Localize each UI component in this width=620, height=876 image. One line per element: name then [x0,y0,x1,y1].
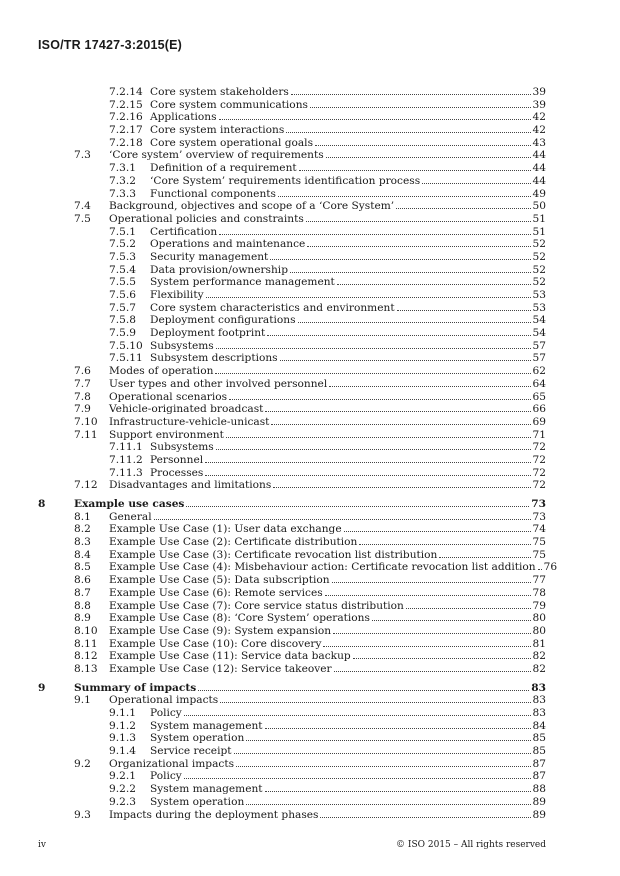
toc-entry-number: 7.2.17 [109,124,143,137]
toc-entry-number: 7.5.4 [109,263,136,276]
toc-entry-title: User types and other involved personnel [109,377,328,390]
toc-entry-page: 66 [532,403,546,416]
toc-entry[interactable] [38,200,546,213]
toc-entry-title: Example Use Case (2): Certificate distribution [109,536,358,549]
toc-entry[interactable] [38,561,558,574]
toc-entry[interactable] [38,498,546,511]
toc-entry-number: 7.3.3 [109,187,136,200]
toc-entry-number: 8.1 [74,510,91,523]
toc-entry-number: 7.4 [74,200,91,213]
toc-entry-page: 82 [532,650,546,663]
toc-entry-title: System operation [150,795,245,808]
toc-entry-number: 8.13 [74,662,98,675]
toc-entry-page: 82 [532,662,546,675]
toc-entry[interactable] [38,226,546,239]
toc-entry-number: 7.5 [74,212,91,225]
toc-entry-page: 57 [532,352,546,365]
toc-dot-leader [422,175,530,184]
toc-entry-page: 80 [532,612,546,625]
document-id: ISO/TR 17427-3:2015(E) [38,38,183,52]
toc-dot-leader [198,682,529,691]
toc-entry[interactable] [38,149,546,162]
toc-entry-number: 9.1.4 [109,745,136,758]
toc-entry-title: Core system stakeholders [150,86,289,98]
toc-dot-leader [359,536,530,545]
toc-dot-leader [265,403,530,412]
toc-entry-number: 7.6 [74,365,91,378]
toc-dot-leader [186,498,529,507]
toc-entry-title: Deployment footprint [150,327,266,340]
toc-dot-leader [229,391,530,400]
toc-entry[interactable] [38,467,546,480]
toc-entry[interactable] [38,454,546,467]
toc-dot-leader [315,137,531,146]
toc-entry-title: Example Use Case (1): User data exchange [109,523,342,536]
toc-dot-leader [267,327,530,336]
toc-dot-leader [216,441,531,450]
toc-entry-title: Impacts during the deployment phases [109,808,319,821]
toc-entry-page: 49 [532,187,546,200]
toc-dot-leader [154,511,531,520]
toc-entry[interactable] [38,549,546,562]
toc-entry-number: 7.9 [74,403,91,416]
toc-dot-leader [219,226,530,235]
toc-dot-leader [310,99,531,108]
toc-entry-page: 72 [532,466,546,479]
page-number: iv [38,840,46,850]
toc-entry-title: Example use cases [74,498,185,510]
toc-entry-title: Example Use Case (11): Service data backup [109,650,351,663]
toc-entry-number: 7.5.9 [109,327,136,340]
toc-entry-title: Example Use Case (10): Core discovery [109,637,322,650]
toc-entry-page: 88 [532,783,546,796]
toc-entry-number: 7.3.2 [109,174,136,187]
toc-entry-page: 71 [532,428,546,441]
toc-entry-number: 7.5.5 [109,276,136,289]
toc-entry[interactable] [38,523,546,536]
toc-entry-title: System operation [150,732,245,745]
toc-entry[interactable] [38,238,546,251]
toc-entry[interactable] [38,682,546,695]
toc-entry-page: 76 [543,561,558,574]
toc-entry-title: Example Use Case (9): System expansion [109,624,332,637]
toc-entry[interactable] [38,441,546,454]
toc-entry-page: 64 [532,377,546,390]
toc-entry-title: Summary of impacts [74,681,197,694]
toc-entry-title: Example Use Case (4): Misbehaviour action: Certificate revocation list addition [109,561,536,574]
toc-entry-number: 8.7 [74,586,91,599]
toc-entry-number: 7.5.6 [109,289,136,301]
toc-entry-title: Subsystem descriptions [150,352,278,365]
toc-entry-page: 75 [532,548,546,561]
toc-entry-page: 77 [532,574,546,587]
toc-entry-page: 53 [532,289,546,301]
toc-entry[interactable] [38,188,546,201]
toc-entry[interactable] [38,352,546,365]
toc-entry-number: 8.11 [74,637,98,650]
toc-entry-page: 78 [532,586,546,599]
toc-entry-title: Operations and maintenance [150,238,306,251]
toc-dot-leader [271,416,530,425]
toc-dot-leader [220,694,530,703]
toc-entry-page: 75 [532,536,546,549]
toc-dot-leader [344,523,531,532]
toc-entry-number: 7.5.8 [109,314,136,327]
toc-dot-leader [326,149,531,158]
toc-entry-number: 7.2.18 [109,136,143,149]
toc-entry-number: 9.2.3 [109,795,136,808]
toc-entry-title: Example Use Case (3): Certificate revocation list distribution [109,548,438,561]
toc-entry-title: Applications [150,111,217,124]
toc-entry[interactable] [38,403,546,416]
toc-entry-page: 42 [532,124,546,137]
toc-entry[interactable] [38,276,546,289]
toc-entry-title: Functional components [150,187,276,200]
toc-entry-title: Core system communications [150,98,308,111]
toc-entry[interactable] [38,314,546,327]
toc-dot-leader [332,574,531,583]
toc-entry[interactable] [38,732,546,745]
toc-entry-title: Deployment configurations [150,314,296,327]
toc-dot-leader [234,745,531,754]
toc-entry-title: Core system characteristics and environment [150,301,395,314]
toc-entry-number: 8.6 [74,574,91,587]
toc-dot-leader [372,612,531,621]
toc-entry-title: Operational policies and constraints [109,212,304,225]
toc-entry-title: Flexibility [150,289,204,301]
toc-entry-page: 81 [532,637,546,650]
toc-dot-leader [396,200,530,209]
toc-entry-page: 87 [532,770,546,783]
toc-dot-leader [306,213,531,222]
toc-entry-number: 7.12 [74,479,98,492]
toc-entry-page: 74 [532,523,546,536]
toc-entry[interactable] [38,391,546,404]
toc-entry-number: 8.3 [74,536,91,549]
toc-entry-number: 7.3 [74,149,91,162]
toc-entry[interactable] [38,124,546,137]
toc-entry[interactable] [38,783,546,796]
toc-entry-title: Infrastructure-vehicle-unicast [109,415,270,428]
toc-entry-title: Core system operational goals [150,136,314,149]
toc-dot-leader [206,289,531,298]
toc-entry-page: 52 [532,276,546,289]
toc-entry-number: 9.2 [74,757,91,770]
toc-entry-title: Vehicle-originated broadcast [109,403,264,416]
toc-entry-page: 43 [532,136,546,149]
toc-dot-leader [278,188,531,197]
toc-entry-title: System management [150,719,263,732]
toc-dot-leader [270,251,530,260]
toc-entry-page: 72 [532,479,546,492]
toc-entry-title: Core system interactions [150,124,285,137]
toc-dot-leader [236,758,530,767]
toc-entry-title: Example Use Case (6): Remote services [109,586,323,599]
toc-dot-leader [290,264,531,273]
toc-entry[interactable] [38,694,546,707]
toc-entry-page: 84 [532,719,546,732]
toc-entry-number: 7.11.2 [109,453,143,466]
toc-entry-number: 8.5 [74,561,91,574]
toc-entry-page: 44 [532,149,546,162]
toc-entry-number: 9.1.2 [109,719,136,732]
toc-entry-number: 9 [38,681,46,694]
toc-dot-leader [538,561,542,570]
toc-entry-title: Example Use Case (12): Service takeover [109,662,332,675]
toc-entry-title: Personnel [150,453,204,466]
toc-dot-leader [397,302,531,311]
toc-entry-title: Operational impacts [109,694,219,707]
toc-entry-title: Operational scenarios [109,390,228,403]
toc-entry-page: 73 [531,498,546,510]
toc-entry-page: 79 [532,599,546,612]
toc-entry-title: ‘Core system’ overview of requirements [109,149,324,162]
toc-entry[interactable] [38,111,546,124]
toc-dot-leader [307,238,530,247]
toc-entry-title: Example Use Case (5): Data subscription [109,574,330,587]
toc-entry-page: 89 [532,795,546,808]
toc-entry-page: 65 [532,390,546,403]
toc-entry[interactable] [38,251,546,264]
toc-entry-page: 72 [532,441,546,454]
toc-entry[interactable] [38,707,546,720]
toc-dot-leader [406,600,531,609]
toc-entry-number: 9.1 [74,694,91,707]
toc-entry-title: Definition of a requirement [150,162,297,175]
toc-entry-page: 72 [532,453,546,466]
toc-dot-leader [219,111,531,120]
toc-dot-leader [216,340,531,349]
toc-entry-number: 7.5.11 [109,352,143,365]
toc-dot-leader [265,720,531,729]
toc-dot-leader [205,454,530,463]
toc-dot-leader [286,124,530,133]
toc-entry-page: 44 [532,174,546,187]
toc-entry-page: 54 [532,314,546,327]
toc-entry-page: 51 [532,212,546,225]
toc-entry-number: 7.2.15 [109,98,143,111]
toc-entry[interactable] [38,479,546,492]
toc-dot-leader [299,162,531,171]
toc-dot-leader [320,809,530,818]
toc-entry-page: 62 [532,365,546,378]
toc-entry[interactable] [38,663,546,676]
toc-dot-leader [273,479,530,488]
toc-entry-title: Processes [150,466,204,479]
toc-entry[interactable] [38,302,546,315]
toc-entry-number: 9.2.1 [109,770,136,783]
toc-entry-number: 7.7 [74,377,91,390]
toc-entry[interactable] [38,429,546,442]
toc-entry-title: Certification [150,225,218,238]
toc-entry-number: 7.2.14 [109,86,143,98]
toc-entry-number: 7.5.3 [109,250,136,263]
toc-entry-title: Support environment [109,428,224,441]
toc-entry[interactable] [38,796,546,809]
toc-entry[interactable] [38,809,546,822]
toc-entry-number: 7.11.3 [109,466,143,479]
toc-dot-leader [280,352,531,361]
toc-entry-page: 83 [532,707,546,719]
toc-entry-number: 7.3.1 [109,162,136,175]
toc-entry-number: 9.2.2 [109,783,136,796]
toc-entry[interactable] [38,264,546,277]
toc-entry-title: Security management [150,250,269,263]
toc-entry-number: 9.1.1 [109,707,136,719]
toc-dot-leader [205,467,530,476]
toc-entry-title: Organizational impacts [109,757,235,770]
toc-entry[interactable] [38,327,546,340]
toc-entry-title: General [109,510,152,523]
toc-entry[interactable] [38,536,546,549]
toc-entry[interactable] [38,99,546,112]
toc-entry-page: 57 [532,339,546,352]
toc-entry-page: 53 [532,301,546,314]
toc-entry[interactable] [38,745,546,758]
toc-entry-page: 80 [532,624,546,637]
toc-entry-page: 85 [532,745,546,758]
toc-entry-number: 7.10 [74,415,98,428]
toc-entry[interactable] [38,574,546,587]
toc-entry[interactable] [38,416,546,429]
toc-entry-page: 83 [531,681,546,694]
toc-entry-title: Example Use Case (7): Core service status distribution [109,599,404,612]
toc-entry-number: 8 [38,498,46,510]
toc-dot-leader [291,86,531,95]
toc-entry-number: 7.11 [74,428,98,441]
toc-entry-title: Policy [150,770,182,783]
copyright-notice: © ISO 2015 – All rights reserved [396,840,546,850]
toc-dot-leader [337,276,531,285]
toc-entry-title: ‘Core System’ requirements identification process [150,174,421,187]
toc-entry-page: 44 [532,162,546,175]
toc-entry-title: Modes of operation [109,365,214,378]
toc-entry-number: 8.10 [74,624,98,637]
toc-entry[interactable] [38,378,546,391]
toc-entry-page: 54 [532,327,546,340]
toc-entry-number: 8.12 [74,650,98,663]
toc-entry[interactable] [38,770,546,783]
toc-entry-title: System performance management [150,276,335,289]
toc-entry-page: 52 [532,238,546,251]
toc-entry-page: 52 [532,250,546,263]
toc-entry-title: Subsystems [150,441,214,454]
toc-entry[interactable] [38,86,546,99]
toc-entry-title: Background, objectives and scope of a ‘Core System’ [109,200,395,213]
toc-entry-number: 8.2 [74,523,91,536]
toc-entry-number: 9.3 [74,808,91,821]
toc-entry-number: 9.1.3 [109,732,136,745]
toc-entry[interactable] [38,365,546,378]
toc-dot-leader [215,365,530,374]
toc-entry-title: Disadvantages and limitations [109,479,272,492]
toc-entry-page: 69 [532,415,546,428]
toc-entry-number: 7.2.16 [109,111,143,124]
toc-entry-title: System management [150,783,263,796]
toc-entry[interactable] [38,213,546,226]
toc-entry-title: Subsystems [150,339,214,352]
toc-entry[interactable] [38,758,546,771]
toc-entry-number: 7.8 [74,390,91,403]
toc-entry[interactable] [38,511,546,524]
toc-entry[interactable] [38,587,546,600]
toc-entry[interactable] [38,625,546,638]
toc-entry-page: 89 [532,808,546,821]
toc-entry-number: 8.9 [74,612,91,625]
toc-entry[interactable] [38,340,546,353]
toc-entry-page: 85 [532,732,546,745]
table-of-contents [38,86,558,821]
toc-dot-leader [323,638,530,647]
toc-entry[interactable] [38,638,546,651]
toc-dot-leader [265,783,531,792]
toc-entry-page: 51 [532,225,546,238]
toc-entry[interactable] [38,720,546,733]
toc-entry-title: Service receipt [150,745,232,758]
toc-dot-leader [325,587,531,596]
toc-entry-title: Example Use Case (8): ‘Core System’ operations [109,612,370,625]
toc-dot-leader [353,650,531,659]
toc-entry-title: Data provision/ownership [150,263,288,276]
toc-dot-leader [298,314,531,323]
toc-entry-number: 8.8 [74,599,91,612]
toc-entry-page: 39 [532,98,546,111]
toc-entry[interactable] [38,289,546,302]
toc-entry-page: 50 [532,200,546,213]
toc-dot-leader [246,796,530,805]
toc-entry-page: 87 [532,757,546,770]
toc-entry-page: 42 [532,111,546,124]
toc-entry[interactable] [38,600,546,613]
toc-dot-leader [246,732,530,741]
toc-entry-number: 7.5.1 [109,225,136,238]
toc-entry[interactable] [38,175,546,188]
toc-dot-leader [439,549,530,558]
toc-entry[interactable] [38,162,546,175]
toc-entry-number: 7.5.10 [109,339,143,352]
toc-dot-leader [184,770,531,779]
toc-entry-page: 73 [532,510,546,523]
toc-dot-leader [329,378,530,387]
toc-entry-number: 7.5.7 [109,301,136,314]
toc-entry-title: Policy [150,707,182,719]
toc-dot-leader [333,625,530,634]
toc-entry[interactable] [38,612,546,625]
toc-entry-page: 39 [532,86,546,98]
toc-entry[interactable] [38,650,546,663]
toc-dot-leader [334,663,531,672]
toc-entry-page: 83 [532,694,546,707]
toc-entry-number: 7.11.1 [109,441,143,454]
toc-dot-leader [184,707,531,716]
toc-entry-number: 8.4 [74,548,91,561]
toc-entry-page: 52 [532,263,546,276]
toc-entry-number: 7.5.2 [109,238,136,251]
toc-dot-leader [226,429,531,438]
toc-entry[interactable] [38,137,546,150]
